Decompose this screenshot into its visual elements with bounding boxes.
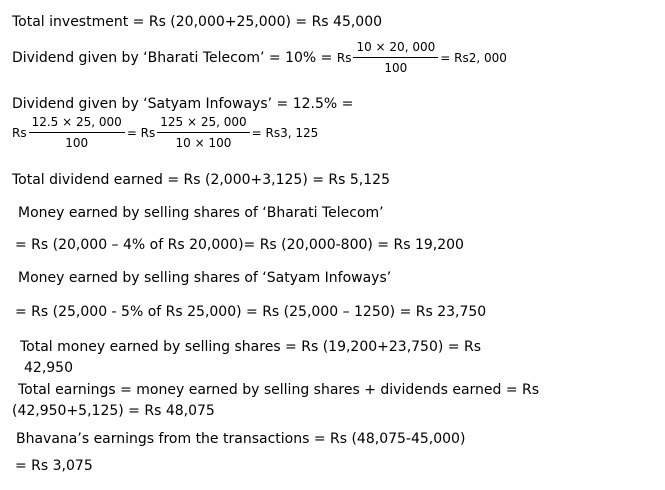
- rs-label: Rs: [12, 126, 27, 140]
- numerator: 12.5 × 25, 000: [29, 115, 125, 133]
- satyam-sale-calc: = Rs (25,000 - 5% of Rs 25,000) = Rs (25,000 – 1250) = Rs 23,750: [15, 304, 487, 320]
- rs-label: Rs: [336, 51, 352, 65]
- bhavana-earnings-result: = Rs 3,075: [15, 458, 93, 474]
- bharati-dividend-line: [12, 40, 507, 76]
- fraction: [157, 115, 249, 151]
- result: = Rs2, 000: [440, 51, 507, 65]
- total-earnings-line-cont: (42,950+5,125) = Rs 48,075: [12, 403, 215, 419]
- total-dividend-line: Total dividend earned = Rs (2,000+3,125) = Rs 5,125: [12, 172, 390, 188]
- total-sale-line-cont: 42,950: [24, 360, 73, 376]
- total-sale-line: Total money earned by selling shares = Rs (19,200+23,750) = Rs: [20, 339, 481, 355]
- numerator: 10 × 20, 000: [353, 40, 438, 58]
- bharati-dividend-text: Dividend given by ‘Bharati Telecom’ = 10% =: [12, 50, 337, 66]
- denominator: 100: [65, 136, 89, 150]
- fraction: [353, 40, 438, 76]
- denominator: 100: [384, 61, 408, 75]
- bharati-sale-calc: = Rs (20,000 – 4% of Rs 20,000)= Rs (20,000-800) = Rs 19,200: [15, 237, 464, 253]
- total-earnings-line: Total earnings = money earned by selling shares + dividends earned = Rs: [18, 382, 540, 398]
- bharati-sale-heading: Money earned by selling shares of ‘Bharati Telecom’: [18, 205, 384, 221]
- total-investment-line: Total investment = Rs (20,000+25,000) = Rs 45,000: [12, 14, 383, 30]
- satyam-sale-heading: Money earned by selling shares of ‘Satyam Infoways’: [18, 270, 392, 286]
- result: = Rs3, 125: [251, 126, 319, 140]
- denominator: 10 × 100: [175, 136, 232, 150]
- numerator: 125 × 25, 000: [157, 115, 249, 133]
- rs-label: = Rs: [126, 126, 156, 140]
- satyam-dividend-line: Dividend given by ‘Satyam Infoways’ = 12.5% =: [12, 96, 354, 112]
- satyam-dividend-calc: [12, 115, 318, 151]
- bhavana-earnings-line: Bhavana’s earnings from the transactions = Rs (48,075-45,000): [16, 431, 466, 447]
- fraction: [29, 115, 125, 151]
